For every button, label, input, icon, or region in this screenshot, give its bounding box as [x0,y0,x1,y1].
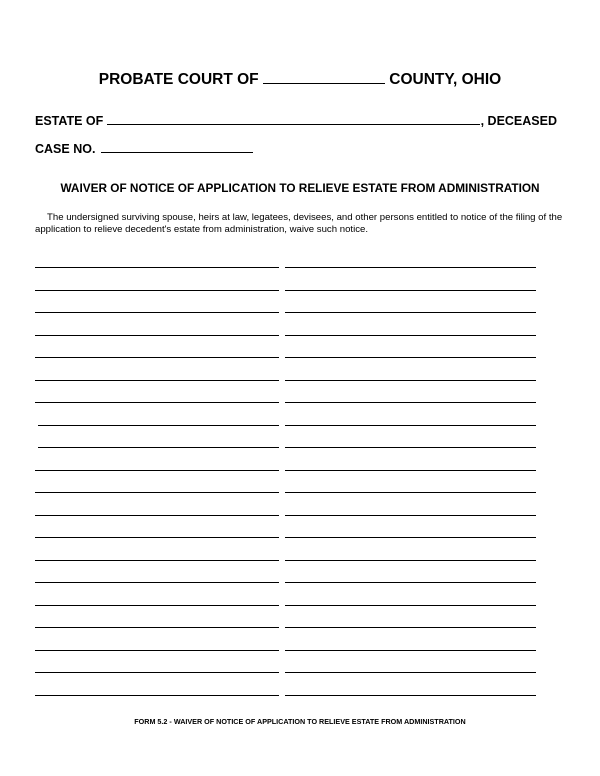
signature-line-left[interactable] [38,425,279,426]
estate-line [35,112,557,128]
signature-line-right[interactable] [285,492,536,493]
deceased-label: , DECEASED [480,114,557,128]
signature-line-left[interactable] [35,402,279,403]
signature-line-right[interactable] [285,447,536,448]
court-prefix: PROBATE COURT OF [98,71,259,88]
court-heading [0,69,600,89]
signature-line-right[interactable] [285,627,536,628]
court-suffix: COUNTY, OHIO [389,71,502,88]
signature-line-left[interactable] [35,537,279,538]
signature-line-left[interactable] [35,605,279,606]
form-footer: FORM 5.2 - WAIVER OF NOTICE OF APPLICATION TO RELIEVE ESTATE FROM ADMINISTRATION [134,717,466,726]
signature-line-right[interactable] [285,290,536,291]
signature-line-left[interactable] [35,312,279,313]
signature-line-right[interactable] [285,380,536,381]
signature-line-left[interactable] [35,335,279,336]
signature-line-left[interactable] [35,380,279,381]
signature-line-right[interactable] [285,402,536,403]
signature-line-left[interactable] [35,492,279,493]
county-name-field[interactable] [263,69,385,84]
signature-line-right[interactable] [285,537,536,538]
signature-line-left[interactable] [35,560,279,561]
signature-line-right[interactable] [285,695,536,696]
signature-line-right[interactable] [285,357,536,358]
signature-line-right[interactable] [285,312,536,313]
signature-line-left[interactable] [35,672,279,673]
case-number-line [35,140,253,156]
signature-line-left[interactable] [35,582,279,583]
estate-label: ESTATE OF [35,114,104,128]
signature-line-left[interactable] [35,650,279,651]
signature-line-right[interactable] [285,560,536,561]
signature-line-right[interactable] [285,470,536,471]
signature-line-left[interactable] [35,470,279,471]
signature-line-left[interactable] [38,447,279,448]
signature-line-left[interactable] [35,695,279,696]
signature-line-left[interactable] [35,515,279,516]
signature-line-right[interactable] [285,650,536,651]
form-title: WAIVER OF NOTICE OF APPLICATION TO RELIEVE ESTATE FROM ADMINISTRATION [60,181,540,195]
signature-line-left[interactable] [35,290,279,291]
case-number-label: CASE NO. [35,142,96,156]
signature-line-right[interactable] [285,515,536,516]
case-number-field[interactable] [101,140,253,153]
signature-line-right[interactable] [285,582,536,583]
signature-line-right[interactable] [285,267,536,268]
signature-line-right[interactable] [285,425,536,426]
signature-line-right[interactable] [285,335,536,336]
signature-line-left[interactable] [35,357,279,358]
signature-line-right[interactable] [285,605,536,606]
decedent-name-field[interactable] [107,112,479,125]
signature-line-left[interactable] [35,267,279,268]
signature-line-left[interactable] [35,627,279,628]
waiver-statement: The undersigned surviving spouse, heirs at law, legatees, devisees, and other persons entitled to notice of the filing of the application to relieve decedent's estate from administration, waive such notice. [35,212,563,235]
signature-line-right[interactable] [285,672,536,673]
